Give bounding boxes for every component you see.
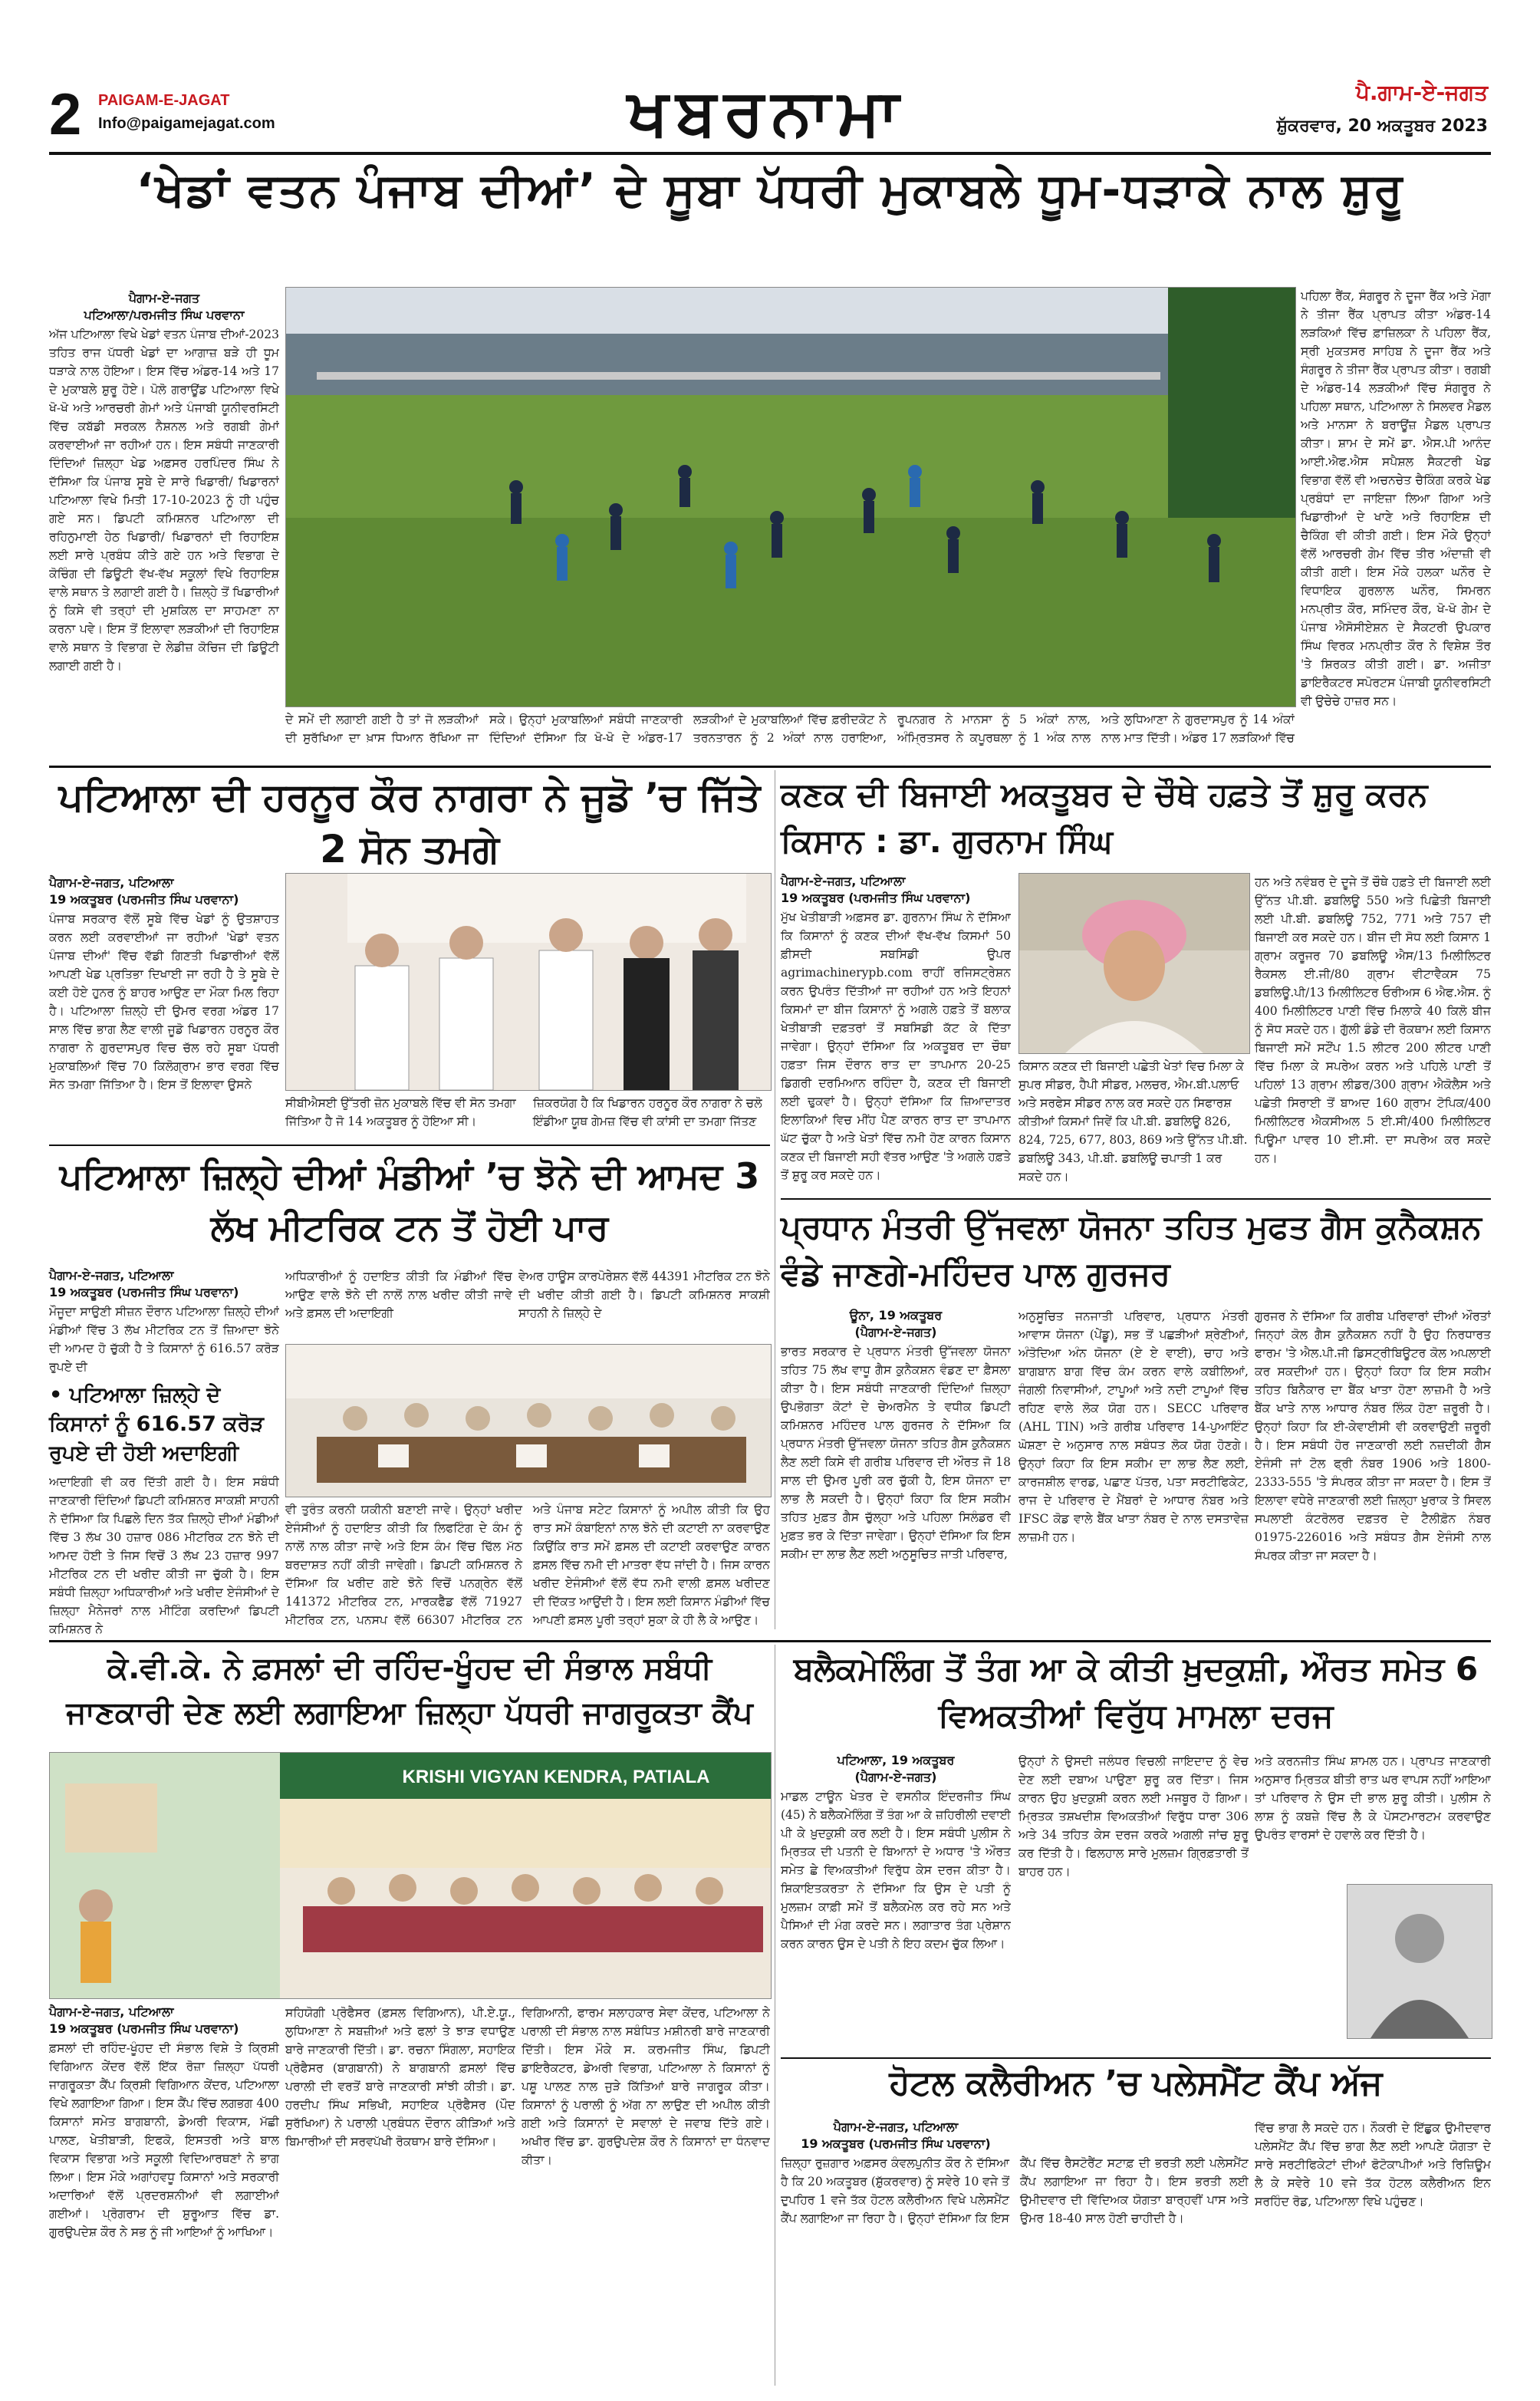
headline-kanak: ਕਣਕ ਦੀ ਬਿਜਾਈ ਅਕਤੂਬਰ ਦੇ ਚੌਥੇ ਹਫ਼ਤੇ ਤੋਂ ਸ਼ੁਰੂ ਕਰਨ ਕਿਸਾਨ : ਡਾ. ਗੁਰਨਾਮ ਸਿੰਘ xyxy=(781,776,1428,860)
caption-kanak: ਕਿਸਾਨ ਕਣਕ ਦੀ ਬਿਜਾਈ ਪਛੇਤੀ ਖੇਤਾਂ ਵਿਚ ਮਿਲਾ ਕੇ ਸੁਪਰ ਸੀਡਰ, ਹੈਪੀ ਸੀਡਰ, ਮਲਚਰ, ਐਮ.ਬੀ.ਪਲਾਓ ਅਤੇ ਸਰਫੇਸ ਸੀਡਰ ਨਾਲ ਕਰ ਸਕਦੇ ਹਨ ਸਿਫਾਰਸ਼ ਕੀਤੀਆਂ ਕਿਸਮਾਂ ਜਿਵੇਂ ਕਿ ਪੀ.ਬੀ. ਡਬਲਿਊ 826, 824, 725, 677, 803, 869 ਅਤੇ ਉੱਨਤ ਪੀ.ਬੀ. ਡਬਲਿਊ 343, ਪੀ.ਬੀ. ਡਬਲਿਊ ਚਪਾਤੀ 1 ਕਰ ਸਕਦੇ ਹਨ। xyxy=(1018,1059,1248,1184)
kvk-banner: KRISHI VIGYAN KENDRA, PATIALA xyxy=(402,1767,710,1787)
article-body-mandian-top: ਮੌਜੂਦਾ ਸਾਉਣੀ ਸੀਜ਼ਨ ਦੌਰਾਨ ਪਟਿਆਲਾ ਜ਼ਿਲ੍ਹੇ ਦੀਆਂ ਮੰਡੀਆਂ ਵਿੱਚ 3 ਲੱਖ ਮੀਟਰਿਕ ਟਨ ਤੋਂ ਜ਼ਿਆਦਾ ਝੋਨੇ ਦੀ ਆਮਦ ਹੋ ਚੁੱਕੀ ਹੈ ਤੇ ਕਿਸਾਨਾਂ ਨੂੰ 616.57 ਕਰੋੜ ਰੁਪਏ ਦੀ xyxy=(49,1305,279,1374)
sports-field-illustration xyxy=(286,288,1295,706)
header-rule xyxy=(49,152,1491,155)
article-body-blackmail-right: ਅਤੇ ਕਰਨਜੀਤ ਸਿੰਘ ਸ਼ਾਮਲ ਹਨ। ਪ੍ਰਾਪਤ ਜਾਣਕਾਰੀ ਅਨੁਸਾਰ ਮ੍ਰਿਤਕ ਬੀਤੀ ਰਾਤ ਘਰ ਵਾਪਸ ਨਹੀਂ ਆਇਆ ਤਾਂ ਪਰਿਵਾਰ ਨੇ ਉਸ ਦੀ ਭਾਲ ਸ਼ੁਰੂ ਕੀਤੀ। ਪੁਲੀਸ ਨੇ ਲਾਸ਼ ਨੂੰ ਕਬਜ਼ੇ ਵਿੱਚ ਲੈ ਕੇ ਪੋਸਟਮਾਰਟਮ ਕਰਵਾਉਣ ਉਪਰੰਤ ਵਾਰਸਾਂ ਦੇ ਹਵਾਲੇ ਕਰ ਦਿੱਤੀ ਹੈ। xyxy=(1255,1754,1491,1842)
byline-mandian: ਪੈਗਾਮ-ਏ-ਜਗਤ, ਪਟਿਆਲਾ 19 ਅਕਤੂਬਰ (ਪਰਮਜੀਤ ਸਿੰਘ ਪਰਵਾਨਾ) xyxy=(49,1268,239,1299)
photo-judo-medal xyxy=(285,873,772,1091)
brand-name: PAIGAM-E-JAGAT xyxy=(98,92,230,109)
divider-1 xyxy=(49,766,1491,768)
byline-hotel: ਪੈਗਾਮ-ਏ-ਜਗਤ, ਪਟਿਆਲਾ 19 ਅਕਤੂਬਰ (ਪਰਮਜੀਤ ਸਿੰਘ ਪਰਵਾਨਾ) xyxy=(801,2119,991,2151)
highlight-bullet xyxy=(49,1381,279,1468)
headline-harnoor: ਪਟਿਆਲਾ ਦੀ ਹਰਨੂਰ ਕੌਰ ਨਾਗਰਾ ਨੇ ਜੂਡੋ ’ਚ ਜਿੱਤੇ 2 ਸੋਨ ਤਮਗੇ xyxy=(58,775,761,871)
photo-victim xyxy=(1347,1884,1492,2039)
byline-kvk: ਪੈਗਾਮ-ਏ-ਜਗਤ, ਪਟਿਆਲਾ 19 ਅਕਤੂਬਰ (ਪਰਮਜੀਤ ਸਿੰਘ ਪਰਵਾਨਾ) xyxy=(49,2004,239,2036)
article-body-mandian-bottom: ਵੀ ਤੁਰੰਤ ਕਰਨੀ ਯਕੀਨੀ ਬਣਾਈ ਜਾਵੇ। ਉਨ੍ਹਾਂ ਖਰੀਦ ਏਜੰਸੀਆਂ ਨੂੰ ਹਦਾਇਤ ਕੀਤੀ ਕਿ ਲਿਫਟਿੰਗ ਦੇ ਕੰਮ ਨੂੰ ਨਾਲੋਂ ਨਾਲ ਕੀਤਾ ਜਾਵੇ ਅਤੇ ਇਸ ਕੰਮ ਵਿੱਚ ਢਿੱਲ ਮੱਠ ਬਰਦਾਸ਼ਤ ਨਹੀਂ ਕੀਤੀ ਜਾਵੇਗੀ। ਡਿਪਟੀ ਕਮਿਸ਼ਨਰ ਨੇ ਦੱਸਿਆ ਕਿ ਖਰੀਦ ਗਏ ਝੋਨੇ ਵਿਚੋਂ ਪਨਗ੍ਰੇਨ ਵੱਲੋਂ 141372 ਮੀਟਰਿਕ ਟਨ, ਮਾਰਕਫੈੱਡ ਵੱਲੋਂ 71927 ਮੀਟਰਿਕ ਟਨ, ਪਨਸਪ ਵੱਲੋਂ 66307 ਮੀਟਰਿਕ ਟਨ ਅਤੇ ਪੰਜਾਬ ਸਟੇਟ ਕਿਸਾਨਾਂ ਨੂੰ ਅਪੀਲ ਕੀਤੀ ਕਿ ਉਹ ਰਾਤ ਸਮੇਂ ਕੰਬਾਇਨਾਂ ਨਾਲ ਝੋਨੇ ਦੀ ਕਟਾਈ ਨਾ ਕਰਵਾਉਣ ਕਿਉਂਕਿ ਰਾਤ ਸਮੇਂ ਫ਼ਸਲ ਦੀ ਕਟਾਈ ਕਰਵਾਉਣ ਕਾਰਨ ਫ਼ਸਲ ਵਿੱਚ ਨਮੀ ਦੀ ਮਾਤਰਾ ਵੱਧ ਜਾਂਦੀ ਹੈ। ਜਿਸ ਕਾਰਨ ਖਰੀਦ ਏਜੰਸੀਆਂ ਵੱਲੋਂ ਵੱਧ ਨਮੀ ਵਾਲੀ ਫ਼ਸਲ ਖਰੀਦਣ ਦੀ ਦਿੱਕਤ ਆਉਂਦੀ ਹੈ। ਇਸ ਲਈ ਕਿਸਾਨ ਮੰਡੀਆਂ ਵਿੱਚ ਆਪਣੀ ਫ਼ਸਲ ਪੂਰੀ ਤਰ੍ਹਾਂ ਸੁਕਾ ਕੇ ਹੀ ਲੈ ਕੇ ਆਉਣ। xyxy=(285,1503,770,1627)
headline-hotel: ਹੋਟਲ ਕਲੈਰੀਅਨ ’ਚ ਪਲੇਸਮੈਂਟ ਕੈਂਪ ਅੱਜ xyxy=(889,2063,1383,2103)
headline-ujjwala: ਪ੍ਰਧਾਨ ਮੰਤਰੀ ਉੱਜਵਲਾ ਯੋਜਨਾ ਤਹਿਤ ਮੁਫਤ ਗੈਸ ਕੁਨੈਕਸ਼ਨ ਵੰਡੇ ਜਾਣਗੇ-ਮਹਿੰਦਰ ਪਾਲ ਗੁਰਜਰ xyxy=(781,1208,1482,1293)
portrait-illustration xyxy=(1019,874,1249,1053)
article-body-mandian-mid: ਅਧਿਕਾਰੀਆਂ ਨੂੰ ਹਦਾਇਤ ਕੀਤੀ ਕਿ ਮੰਡੀਆਂ ਵਿੱਚ ਆਉਣ ਵਾਲੇ ਝੋਨੇ ਦੀ ਨਾਲੋਂ ਨਾਲ ਖਰੀਦ ਕੀਤੀ ਜਾਵੇ ਅਤੇ ਫ਼ਸਲ ਦੀ ਅਦਾਇਗੀ xyxy=(285,1270,512,1320)
page-number: 2 xyxy=(49,82,82,147)
article-body-hotel-right: ਵਿੱਚ ਭਾਗ ਲੈ ਸਕਦੇ ਹਨ। ਨੌਕਰੀ ਦੇ ਇੱਛੁਕ ਉਮੀਦਵਾਰ ਪਲੇਸਮੈਂਟ ਕੈਂਪ ਵਿੱਚ ਭਾਗ ਲੈਣ ਲਈ ਆਪਣੇ ਯੋਗਤਾ ਦੇ ਸਾਰੇ ਸਰਟੀਫਿਕੇਟਾਂ ਦੀਆਂ ਫੋਟੋਕਾਪੀਆਂ ਅਤੇ ਰਿਜ਼ਿਊਮ ਲੈ ਕੇ ਸਵੇਰੇ 10 ਵਜੇ ਤੱਕ ਹੋਟਲ ਕਲੈਰੀਅਨ ਇਨ ਸਰਹਿੰਦ ਰੋਡ, ਪਟਿਆਲਾ ਵਿਖੇ ਪਹੁੰਚਣ। xyxy=(1255,2121,1491,2208)
photo-sports-field xyxy=(285,287,1296,707)
highlight-text: ਪਟਿਆਲਾ ਜ਼ਿਲ੍ਹੇ ਦੇ ਕਿਸਾਨਾਂ ਨੂੰ 616.57 ਕਰੋੜ ਰੁਪਏ ਦੀ ਹੋਈ ਅਦਾਇਗੀ xyxy=(49,1383,265,1465)
meeting-illustration xyxy=(286,1345,771,1497)
photo-kvk-camp xyxy=(49,1752,772,1999)
article-body-ujjwala: ਭਾਰਤ ਸਰਕਾਰ ਦੇ ਪ੍ਰਧਾਨ ਮੰਤਰੀ ਉੱਜਵਲਾ ਯੋਜਨਾ ਤਹਿਤ 75 ਲੱਖ ਵਾਧੂ ਗੈਸ ਕੁਨੈਕਸ਼ਨ ਵੰਡਣ ਦਾ ਫ਼ੈਸਲਾ ਕੀਤਾ ਹੈ। ਇਸ ਸਬੰਧੀ ਜਾਣਕਾਰੀ ਦਿੰਦਿਆਂ ਜ਼ਿਲ੍ਹਾ ਉਪਭੋਗਤਾ ਕੋਟਾਂ ਦੇ ਚੇਅਰਮੈਨ ਤੇ ਵਧੀਕ ਡਿਪਟੀ ਕਮਿਸ਼ਨਰ ਮਹਿੰਦਰ ਪਾਲ ਗੁਰਜਰ ਨੇ ਦੱਸਿਆ ਕਿ ਪ੍ਰਧਾਨ ਮੰਤਰੀ ਉੱਜਵਲਾ ਯੋਜਨਾ ਤਹਿਤ ਗੈਸ ਕੁਨੈਕਸ਼ਨ ਲੈਣ ਲਈ ਕਿਸੇ ਵੀ ਗਰੀਬ ਪਰਿਵਾਰ ਦੀ ਔਰਤ ਜੋ 18 ਸਾਲ ਦੀ ਉਮਰ ਪੂਰੀ ਕਰ ਚੁੱਕੀ ਹੈ, ਇਸ ਯੋਜਨਾ ਦਾ ਲਾਭ ਲੈ ਸਕਦੀ ਹੈ। ਉਨ੍ਹਾਂ ਕਿਹਾ ਕਿ ਇਸ ਸਕੀਮ ਤਹਿਤ ਮੁਫ਼ਤ ਗੈਸ ਚੁੱਲ੍ਹਾ ਅਤੇ ਪਹਿਲਾ ਸਿਲੰਡਰ ਵੀ ਮੁਫ਼ਤ ਭਰ ਕੇ ਦਿੱਤਾ ਜਾਵੇਗਾ। ਉਨ੍ਹਾਂ ਦੱਸਿਆ ਕਿ ਇਸ ਸਕੀਮ ਦਾ ਲਾਭ ਲੈਣ ਲਈ ਅਨੁਸੂਚਿਤ ਜਾਤੀ ਪਰਿਵਾਰ, xyxy=(781,1345,1011,1561)
judo-winners-illustration xyxy=(286,874,771,1090)
portrait-illustration-2 xyxy=(1348,1885,1492,2038)
byline-kanak: ਪੈਗਾਮ-ਏ-ਜਗਤ, ਪਟਿਆਲਾ 19 ਅਕਤੂਬਰ (ਪਰਮਜੀਤ ਸਿੰਘ ਪਰਵਾਨਾ) xyxy=(781,874,971,905)
article-body-mandian-right: ਵੇਅਰ ਹਾਊਸ ਕਾਰਪੋਰੇਸ਼ਨ ਵੱਲੋਂ 44391 ਮੀਟਰਿਕ ਟਨ ਝੋਨੇ ਦੀ ਖਰੀਦ ਕੀਤੀ ਗਈ ਹੈ। ਡਿਪਟੀ ਕਮਿਸ਼ਨਰ ਸਾਕਸ਼ੀ ਸਾਹਨੀ ਨੇ ਜ਼ਿਲ੍ਹੇ ਦੇ xyxy=(518,1270,770,1320)
byline-khedan: ਪੈਗਾਮ-ਏ-ਜਗਤ ਪਟਿਆਲਾ/ਪਰਮਜੀਤ ਸਿੰਘ ਪਰਵਾਨਾ xyxy=(84,291,245,322)
byline-ujjwala: ਊਨਾ, 19 ਅਕਤੂਬਰ (ਪੈਗਾਮ-ਏ-ਜਗਤ) xyxy=(849,1308,943,1339)
headline-khedan: ‘ਖੇਡਾਂ ਵਤਨ ਪੰਜਾਬ ਦੀਆਂ’ ਦੇ ਸੂਬਾ ਪੱਧਰੀ ਮੁਕਾਬਲੇ ਧੂਮ-ਧੜਾਕੇ ਨਾਲ ਸ਼ੁਰੂ xyxy=(136,163,1404,217)
caption-harnoor: ਸੀਬੀਐਸਈ ਉੱਤਰੀ ਜ਼ੋਨ ਮੁਕਾਬਲੇ ਵਿੱਚ ਵੀ ਸੋਨ ਤਮਗਾ ਜਿੱਤਿਆ ਹੈ ਜੋ 14 ਅਕਤੂਬਰ ਨੂੰ ਹੋਇਆ ਸੀ। ਜ਼ਿਕਰਯੋਗ ਹੈ ਕਿ ਖਿਡਾਰਨ ਹਰਨੂਰ ਕੌਰ ਨਾਗਰਾ ਨੇ ਚਲੋ ਇੰਡੀਆ ਯੂਥ ਗੇਮਜ਼ ਵਿੱਚ ਵੀ ਕਾਂਸੀ ਦਾ ਤਮਗਾ ਜਿੱਤਣ xyxy=(285,1096,762,1128)
headline-mandian: ਪਟਿਆਲਾ ਜ਼ਿਲ੍ਹੇ ਦੀਆਂ ਮੰਡੀਆਂ ’ਚ ਝੋਨੇ ਦੀ ਆਮਦ 3 ਲੱਖ ਮੀਟਰਿਕ ਟਨ ਤੋਂ ਹੋਈ ਪਾਰ xyxy=(59,1155,760,1248)
article-body-blackmail: ਮਾਡਲ ਟਾਊਨ ਖੇਤਰ ਦੇ ਵਸਨੀਕ ਇੰਦਰਜੀਤ ਸਿੰਘ (45) ਨੇ ਬਲੈਕਮੇਲਿੰਗ ਤੋਂ ਤੰਗ ਆ ਕੇ ਜ਼ਹਿਰੀਲੀ ਦਵਾਈ ਪੀ ਕੇ ਖ਼ੁਦਕੁਸ਼ੀ ਕਰ ਲਈ ਹੈ। ਇਸ ਸਬੰਧੀ ਪੁਲੀਸ ਨੇ ਮ੍ਰਿਤਕ ਦੀ ਪਤਨੀ ਦੇ ਬਿਆਨਾਂ ਦੇ ਅਧਾਰ 'ਤੇ ਔਰਤ ਸਮੇਤ ਛੇ ਵਿਅਕਤੀਆਂ ਵਿਰੁੱਧ ਕੇਸ ਦਰਜ ਕੀਤਾ ਹੈ। ਸ਼ਿਕਾਇਤਕਰਤਾ ਨੇ ਦੱਸਿਆ ਕਿ ਉਸ ਦੇ ਪਤੀ ਨੂੰ ਮੁਲਜ਼ਮ ਕਾਫ਼ੀ ਸਮੇਂ ਤੋਂ ਬਲੈਕਮੇਲ ਕਰ ਰਹੇ ਸਨ ਅਤੇ ਪੈਸਿਆਂ ਦੀ ਮੰਗ ਕਰਦੇ ਸਨ। ਲਗਾਤਾਰ ਤੰਗ ਪ੍ਰੇਸ਼ਾਨ ਕਰਨ ਕਾਰਨ ਉਸ ਦੇ ਪਤੀ ਨੇ ਇਹ ਕਦਮ ਚੁੱਕ ਲਿਆ। xyxy=(781,1790,1011,1951)
article-body-ujjwala-right: ਗੁਰਜਰ ਨੇ ਦੱਸਿਆ ਕਿ ਗਰੀਬ ਪਰਿਵਾਰਾਂ ਦੀਆਂ ਔਰਤਾਂ ਜਿਨ੍ਹਾਂ ਕੋਲ ਗੈਸ ਕੁਨੈਕਸ਼ਨ ਨਹੀਂ ਹੈ ਉਹ ਨਿਰਧਾਰਤ ਫਾਰਮ 'ਤੇ ਐਲ.ਪੀ.ਜੀ ਡਿਸਟ੍ਰੀਬਿਊਟਰ ਕੋਲ ਅਪਲਾਈ ਕਰ ਸਕਦੀਆਂ ਹਨ। ਉਨ੍ਹਾਂ ਕਿਹਾ ਕਿ ਇਸ ਸਕੀਮ ਤਹਿਤ ਬਿਨੈਕਾਰ ਦਾ ਬੈਂਕ ਖਾਤਾ ਹੋਣਾ ਲਾਜ਼ਮੀ ਹੈ ਅਤੇ ਬੈਂਕ ਖਾਤੇ ਨਾਲ ਆਧਾਰ ਨੰਬਰ ਲਿੰਕ ਹੋਣਾ ਜ਼ਰੂਰੀ ਹੈ। ਉਨ੍ਹਾਂ ਕਿਹਾ ਕਿ ਈ-ਕੇਵਾਈਸੀ ਵੀ ਕਰਵਾਉਣੀ ਜ਼ਰੂਰੀ ਹੈ। ਇਸ ਸਬੰਧੀ ਹੋਰ ਜਾਣਕਾਰੀ ਲਈ ਨਜ਼ਦੀਕੀ ਗੈਸ ਏਜੰਸੀ ਜਾਂ ਟੋਲ ਫ੍ਰੀ ਨੰਬਰ 1906 ਅਤੇ 1800-2333-555 'ਤੇ ਸੰਪਰਕ ਕੀਤਾ ਜਾ ਸਕਦਾ ਹੈ। ਇਸ ਤੋਂ ਇਲਾਵਾ ਵਧੇਰੇ ਜਾਣਕਾਰੀ ਲਈ ਜ਼ਿਲ੍ਹਾ ਖੁਰਾਕ ਤੇ ਸਿਵਲ ਸਪਲਾਈ ਕੰਟਰੋਲਰ ਦਫ਼ਤਰ ਦੇ ਟੈਲੀਫ਼ੋਨ ਨੰਬਰ 01975-226016 ਅਤੇ ਸਬੰਧਤ ਗੈਸ ਏਜੰਸੀ ਨਾਲ ਸੰਪਰਕ ਕੀਤਾ ਜਾ ਸਕਦਾ ਹੈ। xyxy=(1255,1309,1491,1563)
article-body-kvk-mid: ਸਹਿਯੋਗੀ ਪ੍ਰੋਫੈਸਰ (ਫ਼ਸਲ ਵਿਗਿਆਨ), ਪੀ.ਏ.ਯੂ., ਲੁਧਿਆਣਾ ਨੇ ਸਬਜ਼ੀਆਂ ਅਤੇ ਫਲਾਂ ਤੇ ਝਾੜ ਵਧਾਉਣ ਬਾਰੇ ਜਾਣਕਾਰੀ ਦਿੱਤੀ। ਡਾ. ਰਚਨਾ ਸਿੰਗਲਾ, ਸਹਾਇਕ ਪ੍ਰੋਫੈਸਰ (ਬਾਗਬਾਨੀ) ਨੇ ਬਾਗਬਾਨੀ ਫ਼ਸਲਾਂ ਵਿੱਚ ਪਰਾਲੀ ਦੀ ਵਰਤੋਂ ਬਾਰੇ ਜਾਣਕਾਰੀ ਸਾਂਝੀ ਕੀਤੀ। ਡਾ. ਹਰਦੀਪ ਸਿੰਘ ਸਭਿਖੀ, ਸਹਾਇਕ ਪ੍ਰੋਫੈਸਰ (ਪੌਦ ਸੁਰੱਖਿਆ) ਨੇ ਪਰਾਲੀ ਪ੍ਰਬੰਧਨ ਦੌਰਾਨ ਕੀੜਿਆਂ ਅਤੇ ਬਿਮਾਰੀਆਂ ਦੀ ਸਰਵਪੱਖੀ ਰੋਕਥਾਮ ਬਾਰੇ ਦੱਸਿਆ। xyxy=(285,2006,515,2149)
article-body-khedan-under-photo: ਦੇ ਸਮੇਂ ਦੀ ਲਗਾਈ ਗਈ ਹੈ ਤਾਂ ਜੋ ਲੜਕੀਆਂ ਦੀ ਸੁਰੱਖਿਆ ਦਾ ਖ਼ਾਸ ਧਿਆਨ ਰੱਖਿਆ ਜਾ ਸਕੇ। ਉਨ੍ਹਾਂ ਮੁਕਾਬਲਿਆਂ ਸਬੰਧੀ ਜਾਣਕਾਰੀ ਦਿੰਦਿਆਂ ਦੱਸਿਆ ਕਿ ਖੋ-ਖੋ ਦੇ ਅੰਡਰ-17 ਲੜਕੀਆਂ ਦੇ ਮੁਕਾਬਲਿਆਂ ਵਿੱਚ ਫ਼ਰੀਦਕੋਟ ਨੇ ਤਰਨਤਾਰਨ ਨੂੰ 2 ਅੰਕਾਂ ਨਾਲ ਹਰਾਇਆ, ਰੂਪਨਗਰ ਨੇ ਮਾਨਸਾ ਨੂੰ 5 ਅੰਕਾਂ ਨਾਲ, ਅੰਮ੍ਰਿਤਸਰ ਨੇ ਕਪੂਰਥਲਾ ਨੂੰ 1 ਅੰਕ ਨਾਲ ਅਤੇ ਲੁਧਿਆਣਾ ਨੇ ਗੁਰਦਾਸਪੁਰ ਨੂੰ 14 ਅੰਕਾਂ ਨਾਲ ਮਾਤ ਦਿੱਤੀ। ਅੰਡਰ 17 ਲੜਕਿਆਂ ਵਿੱਚ xyxy=(285,713,1295,745)
divider-4 xyxy=(49,1640,1491,1642)
article-body-khedan-left: ਅੱਜ ਪਟਿਆਲਾ ਵਿਖੇ ਖੇਡਾਂ ਵਤਨ ਪੰਜਾਬ ਦੀਆਂ-2023 ਤਹਿਤ ਰਾਜ ਪੱਧਰੀ ਖੇਡਾਂ ਦਾ ਆਗਾਜ਼ ਬੜੇ ਹੀ ਧੂਮ ਧੜਾਕੇ ਨਾਲ ਹੋਇਆ। ਇਸ ਵਿੱਚ ਅੰਡਰ-14 ਅਤੇ 17 ਦੇ ਮੁਕਾਬਲੇ ਸ਼ੁਰੂ ਹੋਏ। ਪੋਲੋ ਗਰਾਊਂਡ ਪਟਿਆਲਾ ਵਿਖੇ ਖੋ-ਖੋ ਅਤੇ ਆਰਚਰੀ ਗੇਮਾਂ ਅਤੇ ਪੰਜਾਬੀ ਯੂਨੀਵਰਸਿਟੀ ਵਿੱਚ ਕਬੱਡੀ ਸਰਕਲ ਨੈਸ਼ਨਲ ਅਤੇ ਰਗਬੀ ਗੇਮਾਂ ਕਰਵਾਈਆਂ ਜਾ ਰਹੀਆਂ ਹਨ। ਇਸ ਸਬੰਧੀ ਜਾਣਕਾਰੀ ਦਿੰਦਿਆਂ ਜ਼ਿਲ੍ਹਾ ਖੇਡ ਅਫ਼ਸਰ ਹਰਪਿੰਦਰ ਸਿੰਘ ਨੇ ਦੱਸਿਆ ਕਿ ਪੰਜਾਬ ਸੂਬੇ ਦੇ ਸਾਰੇ ਖਿਡਾਰੀ/ ਖਿਡਾਰਨਾਂ ਪਟਿਆਲਾ ਵਿਖੇ ਮਿਤੀ 17-10-2023 ਨੂੰ ਹੀ ਪਹੁੰਚ ਗਏ ਸਨ। ਡਿਪਟੀ ਕਮਿਸ਼ਨਰ ਪਟਿਆਲਾ ਦੀ ਰਹਿਨੁਮਾਈ ਹੇਠ ਖਿਡਾਰੀ/ ਖਿਡਾਰਨਾਂ ਦੀ ਰਿਹਾਇਸ਼ ਲਈ ਸਾਰੇ ਪ੍ਰਬੰਧ ਕੀਤੇ ਗਏ ਹਨ ਅਤੇ ਵਿਭਾਗ ਦੇ ਕੋਚਿੰਗ ਦੀ ਡਿਊਟੀ ਵੱਖ-ਵੱਖ ਸਕੂਲਾਂ ਵਿਖੇ ਰਿਹਾਇਸ਼ ਵਾਲੇ ਸਥਾਨ ਤੇ ਲਗਾਈ ਗਈ ਹੈ। ਜ਼ਿਲ੍ਹੇ ਤੋਂ ਖਿਡਾਰੀਆਂ ਨੂੰ ਕਿਸੇ ਵੀ ਤਰ੍ਹਾਂ ਦੀ ਮੁਸ਼ਕਿਲ ਦਾ ਸਾਹਮਣਾ ਨਾ ਕਰਨਾ ਪਵੇ। ਇਸ ਤੋਂ ਇਲਾਵਾ ਲੜਕੀਆਂ ਦੀ ਰਿਹਾਇਸ਼ ਵਾਲੇ ਸਥਾਨ ਤੇ ਵਿਭਾਗ ਦੇ ਲੇਡੀਜ਼ ਕੋਚਿਜ ਦੀ ਡਿਊਟੀ ਲਗਾਈ ਗਈ ਹੈ। xyxy=(49,328,279,673)
headline-blackmail: ਬਲੈਕਮੇਲਿੰਗ ਤੋਂ ਤੰਗ ਆ ਕੇ ਕੀਤੀ ਖ਼ੁਦਕੁਸ਼ੀ, ਔਰਤ ਸਮੇਤ 6 ਵਿਅਕਤੀਆਂ ਵਿਰੁੱਧ ਮਾਮਲਾ ਦਰਜ xyxy=(793,1650,1479,1734)
camp-stage-illustration xyxy=(50,1753,771,1998)
article-body-kanak-right: ਹਨ ਅਤੇ ਨਵੰਬਰ ਦੇ ਦੂਜੇ ਤੋਂ ਚੌਥੇ ਹਫ਼ਤੇ ਦੀ ਬਿਜਾਈ ਲਈ ਉੱਨਤ ਪੀ.ਬੀ. ਡਬਲਿਊ 550 ਅਤੇ ਪਿਛੇਤੀ ਬਿਜਾਈ ਲਈ ਪੀ.ਬੀ. ਡਬਲਿਊ 752, 771 ਅਤੇ 757 ਦੀ ਬਿਜਾਈ ਕਰ ਸਕਦੇ ਹਨ। ਬੀਜ ਦੀ ਸੋਧ ਲਈ ਕਿਸਾਨ 1 ਗ੍ਰਾਮ ਕਰੂਜਰ 70 ਡਬਲਿਊ ਐਸ/13 ਮਿਲੀਲਿਟਰ ਰੈਕਸਲ ਈ.ਜੀ/80 ਗ੍ਰਾਮ ਵੀਟਾਵੈਕਸ 75 ਡਬਲਿਊ.ਪੀ/13 ਮਿਲੀਲਿਟਰ ਓਰੀਅਸ 6 ਐਫ.ਐਸ. ਨੂੰ 400 ਮਿਲੀਲਿਟਰ ਪਾਣੀ ਵਿੱਚ ਮਿਲਾਕੇ 40 ਕਿਲੋ ਬੀਜ ਨੂੰ ਸੋਧ ਸਕਦੇ ਹਨ। ਗੁੱਲੀ ਡੰਡੇ ਦੀ ਰੋਕਥਾਮ ਲਈ ਕਿਸਾਨ ਬਿਜਾਈ ਸਮੇਂ ਸਟੌਂਪ 1.5 ਲੀਟਰ 200 ਲੀਟਰ ਪਾਣੀ ਵਿੱਚ ਮਿਲਾ ਕੇ ਸਪਰੇਅ ਕਰਨ ਅਤੇ ਪਹਿਲੇ ਪਾਣੀ ਤੋਂ ਪਹਿਲਾਂ 13 ਗ੍ਰਾਮ ਲੀਡਰ/300 ਗ੍ਰਾਮ ਐਕੋਲੈਸ ਅਤੇ ਪਛੇਤੀ ਸਿਰਾਈ ਤੋਂ ਬਾਅਦ 160 ਗ੍ਰਾਮ ਟੋਪਿਕ/400 ਮਿਲੀਲਿਟਰ ਐਕਸੀਅਲ 5 ਈ.ਸੀ/400 ਮਿਲੀਲਿਟਰ ਪਿਊਮਾ ਪਾਵਰ 10 ਈ.ਸੀ. ਦਾ ਸਪਰੇਅ ਕਰ ਸਕਦੇ ਹਨ। xyxy=(1255,875,1491,1165)
article-body-ujjwala-mid: ਅਨੁਸੂਚਿਤ ਜਨਜਾਤੀ ਪਰਿਵਾਰ, ਪ੍ਰਧਾਨ ਮੰਤਰੀ ਆਵਾਸ ਯੋਜਨਾ (ਪੇਂਡੂ), ਸਭ ਤੋਂ ਪਛੜੀਆਂ ਸ਼੍ਰੇਣੀਆਂ, ਅੰਤੋਦਿਆ ਅੰਨ ਯੋਜਨਾ (ਏ ਏ ਵਾਈ), ਚਾਹ ਅਤੇ ਬਾਗਬਾਨ ਬਾਗ ਵਿੱਚ ਕੰਮ ਕਰਨ ਵਾਲੇ ਕਬੀਲਿਆਂ, ਜੰਗਲੀ ਨਿਵਾਸੀਆਂ, ਟਾਪੂਆਂ ਅਤੇ ਨਦੀ ਟਾਪੂਆਂ ਵਿੱਚ ਰਹਿਣ ਵਾਲੇ ਲੋਕ ਯੋਗ ਹਨ। SECC ਪਰਿਵਾਰ (AHL TIN) ਅਤੇ ਗਰੀਬ ਪਰਿਵਾਰ 14-ਪੁਆਇੰਟ ਘੋਸ਼ਣਾ ਦੇ ਅਨੁਸਾਰ ਨਾਲ ਸਬੰਧਤ ਲੋਕ ਯੋਗ ਹੋਣਗੇ। ਉਨ੍ਹਾਂ ਕਿਹਾ ਕਿ ਇਸ ਸਕੀਮ ਦਾ ਲਾਭ ਲੈਣ ਲਈ, ਕਾਰਜਸ਼ੀਲ ਵਾਰਡ, ਪਛਾਣ ਪੱਤਰ, ਪਤਾ ਸਰਟੀਫਿਕੇਟ, ਰਾਜ ਦੇ ਪਰਿਵਾਰ ਦੇ ਮੈਂਬਰਾਂ ਦੇ ਆਧਾਰ ਨੰਬਰ ਅਤੇ IFSC ਕੋਡ ਵਾਲੇ ਬੈਂਕ ਖਾਤਾ ਨੰਬਰ ਦੇ ਨਾਲ ਦਸਤਾਵੇਜ਼ ਲਾਜ਼ਮੀ ਹਨ। xyxy=(1018,1309,1249,1544)
section-title: ਖਬਰਨਾਮਾ xyxy=(627,74,907,150)
article-body-harnoor: ਪੰਜਾਬ ਸਰਕਾਰ ਵੱਲੋਂ ਸੂਬੇ ਵਿੱਚ ਖੇਡਾਂ ਨੂੰ ਉਤਸ਼ਾਹਤ ਕਰਨ ਲਈ ਕਰਵਾਈਆਂ ਜਾ ਰਹੀਆਂ 'ਖੇਡਾਂ ਵਤਨ ਪੰਜਾਬ ਦੀਆਂ' ਵਿੱਚ ਵੱਡੀ ਗਿਣਤੀ ਖਿਡਾਰੀਆਂ ਵੱਲੋਂ ਆਪਣੀ ਖੇਡ ਪ੍ਰਤਿਭਾ ਦਿਖਾਈ ਜਾ ਰਹੀ ਹੈ ਤੇ ਸੂਬੇ ਦੇ ਕਈ ਹੋਏ ਹੁਨਰ ਨੂੰ ਬਾਹਰ ਆਉਣ ਦਾ ਮੌਕਾ ਮਿਲ ਰਿਹਾ ਹੈ। ਪਟਿਆਲਾ ਜ਼ਿਲ੍ਹੇ ਦੀ ਉਮਰ ਵਰਗ ਅੰਡਰ 17 ਸਾਲ ਵਿੱਚ ਭਾਗ ਲੈਣ ਵਾਲੀ ਜੂਡੋ ਖਿਡਾਰਨ ਹਰਨੂਰ ਕੌਰ ਨਾਗਰਾ ਨੇ ਗੁਰਦਾਸਪੁਰ ਵਿਚ ਚੱਲ ਰਹੇ ਸੂਬਾ ਪੱਧਰੀ ਮੁਕਾਬਲਿਆਂ ਵਿੱਚ 70 ਕਿਲੋਗ੍ਰਾਮ ਭਾਰ ਵਰਗ ਵਿੱਚ ਸੋਨ ਤਮਗਾ ਜਿੱਤਿਆ ਹੈ। ਇਸ ਤੋਂ ਇਲਾਵਾ ਉਸਨੇ xyxy=(49,912,279,1092)
byline-harnoor: ਪੈਗਾਮ-ਏ-ਜਗਤ, ਪਟਿਆਲਾ 19 ਅਕਤੂਬਰ (ਪਰਮਜੀਤ ਸਿੰਘ ਪਰਵਾਨਾ) xyxy=(49,875,239,907)
article-body-mandian-left: ਅਦਾਇਗੀ ਵੀ ਕਰ ਦਿੱਤੀ ਗਈ ਹੈ। ਇਸ ਸਬੰਧੀ ਜਾਣਕਾਰੀ ਦਿੰਦਿਆਂ ਡਿਪਟੀ ਕਮਿਸ਼ਨਰ ਸਾਕਸ਼ੀ ਸਾਹਨੀ ਨੇ ਦੱਸਿਆ ਕਿ ਪਿਛਲੇ ਦਿਨ ਤੱਕ ਜ਼ਿਲ੍ਹੇ ਦੀਆਂ ਮੰਡੀਆਂ ਵਿੱਚ 3 ਲੱਖ 30 ਹਜ਼ਾਰ 086 ਮੀਟਰਿਕ ਟਨ ਝੋਨੇ ਦੀ ਆਮਦ ਹੋਈ ਤੇ ਜਿਸ ਵਿਚੋਂ 3 ਲੱਖ 23 ਹਜ਼ਾਰ 997 ਮੀਟਰਿਕ ਟਨ ਦੀ ਖਰੀਦ ਕੀਤੀ ਜਾ ਚੁੱਕੀ ਹੈ। ਇਸ ਸਬੰਧੀ ਜ਼ਿਲ੍ਹਾ ਅਧਿਕਾਰੀਆਂ ਅਤੇ ਖਰੀਦ ਏਜੰਸੀਆਂ ਦੇ ਜ਼ਿਲ੍ਹਾ ਮੈਨੇਜਰਾਂ ਨਾਲ ਮੀਟਿੰਗ ਕਰਦਿਆਂ ਡਿਪਟੀ ਕਮਿਸ਼ਨਰ ਨੇ xyxy=(49,1475,279,1635)
photo-meeting xyxy=(285,1344,772,1497)
photo-dr-gurnam-singh xyxy=(1018,873,1250,1054)
email-link[interactable]: Info@paigamejagat.com xyxy=(98,115,275,132)
article-body-khedan-right: ਪਹਿਲਾ ਰੈਂਕ, ਸੰਗਰੂਰ ਨੇ ਦੂਜਾ ਰੈਂਕ ਅਤੇ ਮੋਗਾ ਨੇ ਤੀਜਾ ਰੈਂਕ ਪ੍ਰਾਪਤ ਕੀਤਾ ਅੰਡਰ-14 ਲੜਕਿਆਂ ਵਿੱਚ ਫ਼ਾਜ਼ਿਲਕਾ ਨੇ ਪਹਿਲਾ ਰੈਂਕ, ਸ੍ਰੀ ਮੁਕਤਸਰ ਸਾਹਿਬ ਨੇ ਦੂਜਾ ਰੈਂਕ ਅਤੇ ਸੰਗਰੂਰ ਨੇ ਤੀਜਾ ਰੈਂਕ ਪ੍ਰਾਪਤ ਕੀਤਾ। ਰਗਬੀ ਦੇ ਅੰਡਰ-14 ਲੜਕੀਆਂ ਵਿੱਚ ਸੰਗਰੂਰ ਨੇ ਪਹਿਲਾ ਸਥਾਨ, ਪਟਿਆਲਾ ਨੇ ਸਿਲਵਰ ਮੈਡਲ ਅਤੇ ਮਾਨਸਾ ਨੇ ਬਰਾਊਂਜ਼ ਮੈਡਲ ਪ੍ਰਾਪਤ ਕੀਤਾ। ਸ਼ਾਮ ਦੇ ਸਮੇਂ ਡਾ. ਐਸ.ਪੀ ਆਨੰਦ ਆਈ.ਐਫ.ਐਸ ਸਪੈਸ਼ਲ ਸੈਕਟਰੀ ਖੇਡ ਵਿਭਾਗ ਵੱਲੋਂ ਵੀ ਅਚਨਚੇਤ ਚੈਕਿੰਗ ਕਰਕੇ ਖੇਡ ਪ੍ਰਬੰਧਾਂ ਦਾ ਜਾਇਜ਼ਾ ਲਿਆ ਗਿਆ ਅਤੇ ਖਿਡਾਰੀਆਂ ਦੇ ਖਾਣੇ ਅਤੇ ਰਿਹਾਇਸ਼ ਦੀ ਚੈਕਿੰਗ ਵੀ ਕੀਤੀ ਗਈ। ਇਸ ਮੌਕੇ ਉਨ੍ਹਾਂ ਵੱਲੋਂ ਆਰਚਰੀ ਗੇਮ ਵਿੱਚ ਤੀਰ ਅੰਦਾਜ਼ੀ ਵੀ ਕੀਤੀ ਗਈ। ਇਸ ਮੌਕੇ ਹਲਕਾ ਘਨੌਰ ਦੇ ਵਿਧਾਇਕ ਗੁਰਲਾਲ ਘਨੌਰ, ਸਿਮਰਨ ਮਨਪ੍ਰੀਤ ਕੌਰ, ਸਮਿੰਦਰ ਕੌਰ, ਖੋ-ਖੋ ਗੇਮ ਦੇ ਪੰਜਾਬ ਐਸੋਸੀਏਸ਼ਨ ਦੇ ਸੈਕਟਰੀ ਉਪਕਾਰ ਸਿੰਘ ਵਿਰਕ ਮਨਪ੍ਰੀਤ ਕੌਰ ਨੇ ਵਿਸ਼ੇਸ਼ ਤੌਰ 'ਤੇ ਸ਼ਿਰਕਤ ਕੀਤੀ ਗਈ। ਡਾ. ਅਜੀਤਾ ਡਾਇਰੈਕਟਰ ਸਪੋਰਟਸ ਪੰਜਾਬੀ ਯੂਨੀਵਰਸਿਟੀ ਵੀ ਉਚੇਚੇ ਹਾਜ਼ਰ ਸਨ। xyxy=(1301,289,1491,708)
brand-name-right: ਪੈ.ਗਾਮ-ਏ-ਜਗਤ xyxy=(1355,80,1488,105)
divider-5 xyxy=(781,2057,1491,2059)
article-body-kvk: ਫ਼ਸਲਾਂ ਦੀ ਰਹਿੰਦ-ਖੂੰਹਦ ਦੀ ਸੰਭਾਲ ਵਿਸ਼ੇ ਤੇ ਕ੍ਰਿਸ਼ੀ ਵਿਗਿਆਨ ਕੇਂਦਰ ਵੱਲੋਂ ਇੱਕ ਰੋਜ਼ਾ ਜ਼ਿਲ੍ਹਾ ਪੱਧਰੀ ਜਾਗਰੂਕਤਾ ਕੈਂਪ ਕ੍ਰਿਸ਼ੀ ਵਿਗਿਆਨ ਕੇਂਦਰ, ਪਟਿਆਲਾ ਵਿਖੇ ਲਗਾਇਆ ਗਿਆ। ਇਸ ਕੈਂਪ ਵਿੱਚ ਲਗਭਗ 400 ਕਿਸਾਨਾਂ ਸਮੇਤ ਬਾਗਬਾਨੀ, ਡੇਅਰੀ ਵਿਕਾਸ, ਮੱਛੀ ਪਾਲਣ, ਖੇਤੀਬਾੜੀ, ਇਫਕੋ, ਇਸਤਰੀ ਅਤੇ ਬਾਲ ਵਿਕਾਸ ਵਿਭਾਗ ਅਤੇ ਸਕੂਲੀ ਵਿਦਿਆਰਥਣਾਂ ਨੇ ਭਾਗ ਲਿਆ। ਇਸ ਮੌਕੇ ਅਗਾਂਹਵਧੂ ਕਿਸਾਨਾਂ ਅਤੇ ਸਰਕਾਰੀ ਅਦਾਰਿਆਂ ਵੱਲੋਂ ਪ੍ਰਦਰਸ਼ਨੀਆਂ ਵੀ ਲਗਾਈਆਂ ਗਈਆਂ। ਪ੍ਰੋਗਰਾਮ ਦੀ ਸ਼ੁਰੂਆਤ ਵਿੱਚ ਡਾ. ਗੁਰਉਪਦੇਸ਼ ਕੌਰ ਨੇ ਸਭ ਨੂੰ ਜੀ ਆਇਆਂ ਨੂੰ ਆਖਿਆ। xyxy=(49,2041,279,2239)
divider-2 xyxy=(49,1145,770,1146)
headline-kvk: ਕੇ.ਵੀ.ਕੇ. ਨੇ ਫ਼ਸਲਾਂ ਦੀ ਰਹਿੰਦ-ਖੂੰਹਦ ਦੀ ਸੰਭਾਲ ਸਬੰਧੀ ਜਾਣਕਾਰੀ ਦੇਣ ਲਈ ਲਗਾਇਆ ਜ਼ਿਲ੍ਹਾ ਪੱਧਰੀ ਜਾਗਰੂਕਤਾ ਕੈਂਪ xyxy=(66,1651,753,1731)
page-header xyxy=(0,0,1540,161)
bullet-dot-icon: • xyxy=(49,1383,70,1407)
article-body-hotel: ਜ਼ਿਲ੍ਹਾ ਰੁਜ਼ਗਾਰ ਅਫ਼ਸਰ ਕੰਵਲਪੁਨੀਤ ਕੌਰ ਨੇ ਦੱਸਿਆ ਹੈ ਕਿ 20 ਅਕਤੂਬਰ (ਸ਼ੁੱਕਰਵਾਰ) ਨੂੰ ਸਵੇਰੇ 10 ਵਜੇ ਤੋਂ ਦੁਪਹਿਰ 1 ਵਜੇ ਤੱਕ ਹੋਟਲ ਕਲੈਰੀਅਨ ਵਿਖੇ ਪਲੇਸਮੈਂਟ ਕੈਂਪ ਲਗਾਇਆ ਜਾ ਰਿਹਾ ਹੈ। ਉਨ੍ਹਾਂ ਦੱਸਿਆ ਕਿ ਇਸ ਕੈਂਪ ਵਿੱਚ ਰੈਸਟੋਰੈਂਟ ਸਟਾਫ਼ ਦੀ ਭਰਤੀ ਲਈ ਪਲੇਸਮੈਂਟ ਕੈਂਪ ਲਗਾਇਆ ਜਾ ਰਿਹਾ ਹੈ। ਇਸ ਭਰਤੀ ਲਈ ਉਮੀਦਵਾਰ ਦੀ ਵਿੱਦਿਅਕ ਯੋਗਤਾ ਬਾਰ੍ਹਵੀਂ ਪਾਸ ਅਤੇ ਉਮਰ 18-40 ਸਾਲ ਹੋਣੀ ਚਾਹੀਦੀ ਹੈ। xyxy=(781,2156,1249,2225)
article-body-kvk-right: ਵਿਗਿਆਨੀ, ਫਾਰਮ ਸਲਾਹਕਾਰ ਸੇਵਾ ਕੇਂਦਰ, ਪਟਿਆਲਾ ਨੇ ਪਰਾਲੀ ਦੀ ਸੰਭਾਲ ਨਾਲ ਸਬੰਧਿਤ ਮਸ਼ੀਨਰੀ ਬਾਰੇ ਜਾਣਕਾਰੀ ਦਿੱਤੀ। ਇਸ ਮੌਕੇ ਸ. ਕਰਮਜੀਤ ਸਿੰਘ, ਡਿਪਟੀ ਡਾਇਰੈਕਟਰ, ਡੇਅਰੀ ਵਿਭਾਗ, ਪਟਿਆਲਾ ਨੇ ਕਿਸਾਨਾਂ ਨੂੰ ਪਸ਼ੂ ਪਾਲਣ ਨਾਲ ਜੁੜੇ ਕਿੱਤਿਆਂ ਬਾਰੇ ਜਾਗਰੂਕ ਕੀਤਾ। ਕਿਸਾਨਾਂ ਨੂੰ ਪਰਾਲੀ ਨੂੰ ਅੱਗ ਨਾ ਲਾਉਣ ਦੀ ਅਪੀਲ ਕੀਤੀ ਗਈ ਅਤੇ ਕਿਸਾਨਾਂ ਦੇ ਸਵਾਲਾਂ ਦੇ ਜਵਾਬ ਦਿੱਤੇ ਗਏ। ਅਖੀਰ ਵਿੱਚ ਡਾ. ਗੁਰਉਪਦੇਸ਼ ਕੌਰ ਨੇ ਕਿਸਾਨਾਂ ਦਾ ਧੰਨਵਾਦ ਕੀਤਾ। xyxy=(522,2006,770,2167)
issue-date: ਸ਼ੁੱਕਰਵਾਰ, 20 ਅਕਤੂਬਰ 2023 xyxy=(1276,117,1488,136)
article-body-kanak: ਮੁੱਖ ਖੇਤੀਬਾੜੀ ਅਫ਼ਸਰ ਡਾ. ਗੁਰਨਾਮ ਸਿੰਘ ਨੇ ਦੱਸਿਆ ਕਿ ਕਿਸਾਨਾਂ ਨੂੰ ਕਣਕ ਦੀਆਂ ਵੱਖ-ਵੱਖ ਕਿਸਮਾਂ 50 ਫ਼ੀਸਦੀ ਸਬਸਿਡੀ ਉਪਰ agrimachinerypb.com ਰਾਹੀਂ ਰਜਿਸਟ੍ਰੇਸ਼ਨ ਕਰਨ ਉਪਰੰਤ ਦਿੱਤੀਆਂ ਜਾ ਰਹੀਆਂ ਹਨ ਅਤੇ ਇਹਨਾਂ ਕਿਸਮਾਂ ਦਾ ਬੀਜ ਕਿਸਾਨਾਂ ਨੂੰ ਅਗਲੇ ਹਫ਼ਤੇ ਤੋਂ ਬਲਾਕ ਖੇਤੀਬਾੜੀ ਦਫ਼ਤਰਾਂ ਤੋਂ ਸਬਸਿਡੀ ਕੱਟ ਕੇ ਦਿੱਤਾ ਜਾਵੇਗਾ। ਉਨ੍ਹਾਂ ਦੱਸਿਆ ਕਿ ਅਕਤੂਬਰ ਦਾ ਚੌਥਾ ਹਫ਼ਤਾ ਜਿਸ ਦੌਰਾਨ ਰਾਤ ਦਾ ਤਾਪਮਾਨ 20-25 ਡਿਗਰੀ ਦਰਮਿਆਨ ਰਹਿੰਦਾ ਹੈ, ਕਣਕ ਦੀ ਬਿਜਾਈ ਲਈ ਢੁਕਵਾਂ ਹੈ। ਉਨ੍ਹਾਂ ਦੱਸਿਆ ਕਿ ਜ਼ਿਆਦਾਤਰ ਇਲਾਕਿਆਂ ਵਿਚ ਮੀਂਹ ਪੈਣ ਕਾਰਨ ਰਾਤ ਦਾ ਤਾਪਮਾਨ ਘੱਟ ਚੁੱਕਾ ਹੈ ਅਤੇ ਖੇਤਾਂ ਵਿੱਚ ਨਮੀ ਹੋਣ ਕਾਰਨ ਕਿਸਾਨ ਕਣਕ ਦੀ ਬਿਜਾਈ ਸਹੀ ਵੱਤਰ ਆਉਣ 'ਤੇ ਅਗਲੇ ਹਫ਼ਤੇ ਤੋਂ ਸ਼ੁਰੂ ਕਰ ਸਕਦੇ ਹਨ। xyxy=(781,911,1011,1182)
article-body-blackmail-mid: ਉਨ੍ਹਾਂ ਨੇ ਉਸਦੀ ਜਲੰਧਰ ਵਿਚਲੀ ਜਾਇਦਾਦ ਨੂੰ ਵੇਚ ਦੇਣ ਲਈ ਦਬਾਅ ਪਾਉਣਾ ਸ਼ੁਰੂ ਕਰ ਦਿੱਤਾ। ਜਿਸ ਕਾਰਨ ਉਹ ਖ਼ੁਦਕੁਸ਼ੀ ਕਰਨ ਲਈ ਮਜਬੂਰ ਹੋ ਗਿਆ। ਮ੍ਰਿਤਕ ਤਸ਼ਖਦੀਸ਼ ਵਿਅਕਤੀਆਂ ਵਿਰੁੱਧ ਧਾਰਾ 306 ਅਤੇ 34 ਤਹਿਤ ਕੇਸ ਦਰਜ ਕਰਕੇ ਅਗਲੀ ਜਾਂਚ ਸ਼ੁਰੂ ਕਰ ਦਿੱਤੀ ਹੈ। ਫਿਲਹਾਲ ਸਾਰੇ ਮੁਲਜ਼ਮ ਗ੍ਰਿਫ਼ਤਾਰੀ ਤੋਂ ਬਾਹਰ ਹਨ। xyxy=(1018,1754,1249,1879)
byline-blackmail: ਪਟਿਆਲਾ, 19 ਅਕਤੂਬਰ (ਪੈਗਾਮ-ਏ-ਜਗਤ) xyxy=(837,1753,955,1784)
divider-3 xyxy=(781,1198,1491,1200)
